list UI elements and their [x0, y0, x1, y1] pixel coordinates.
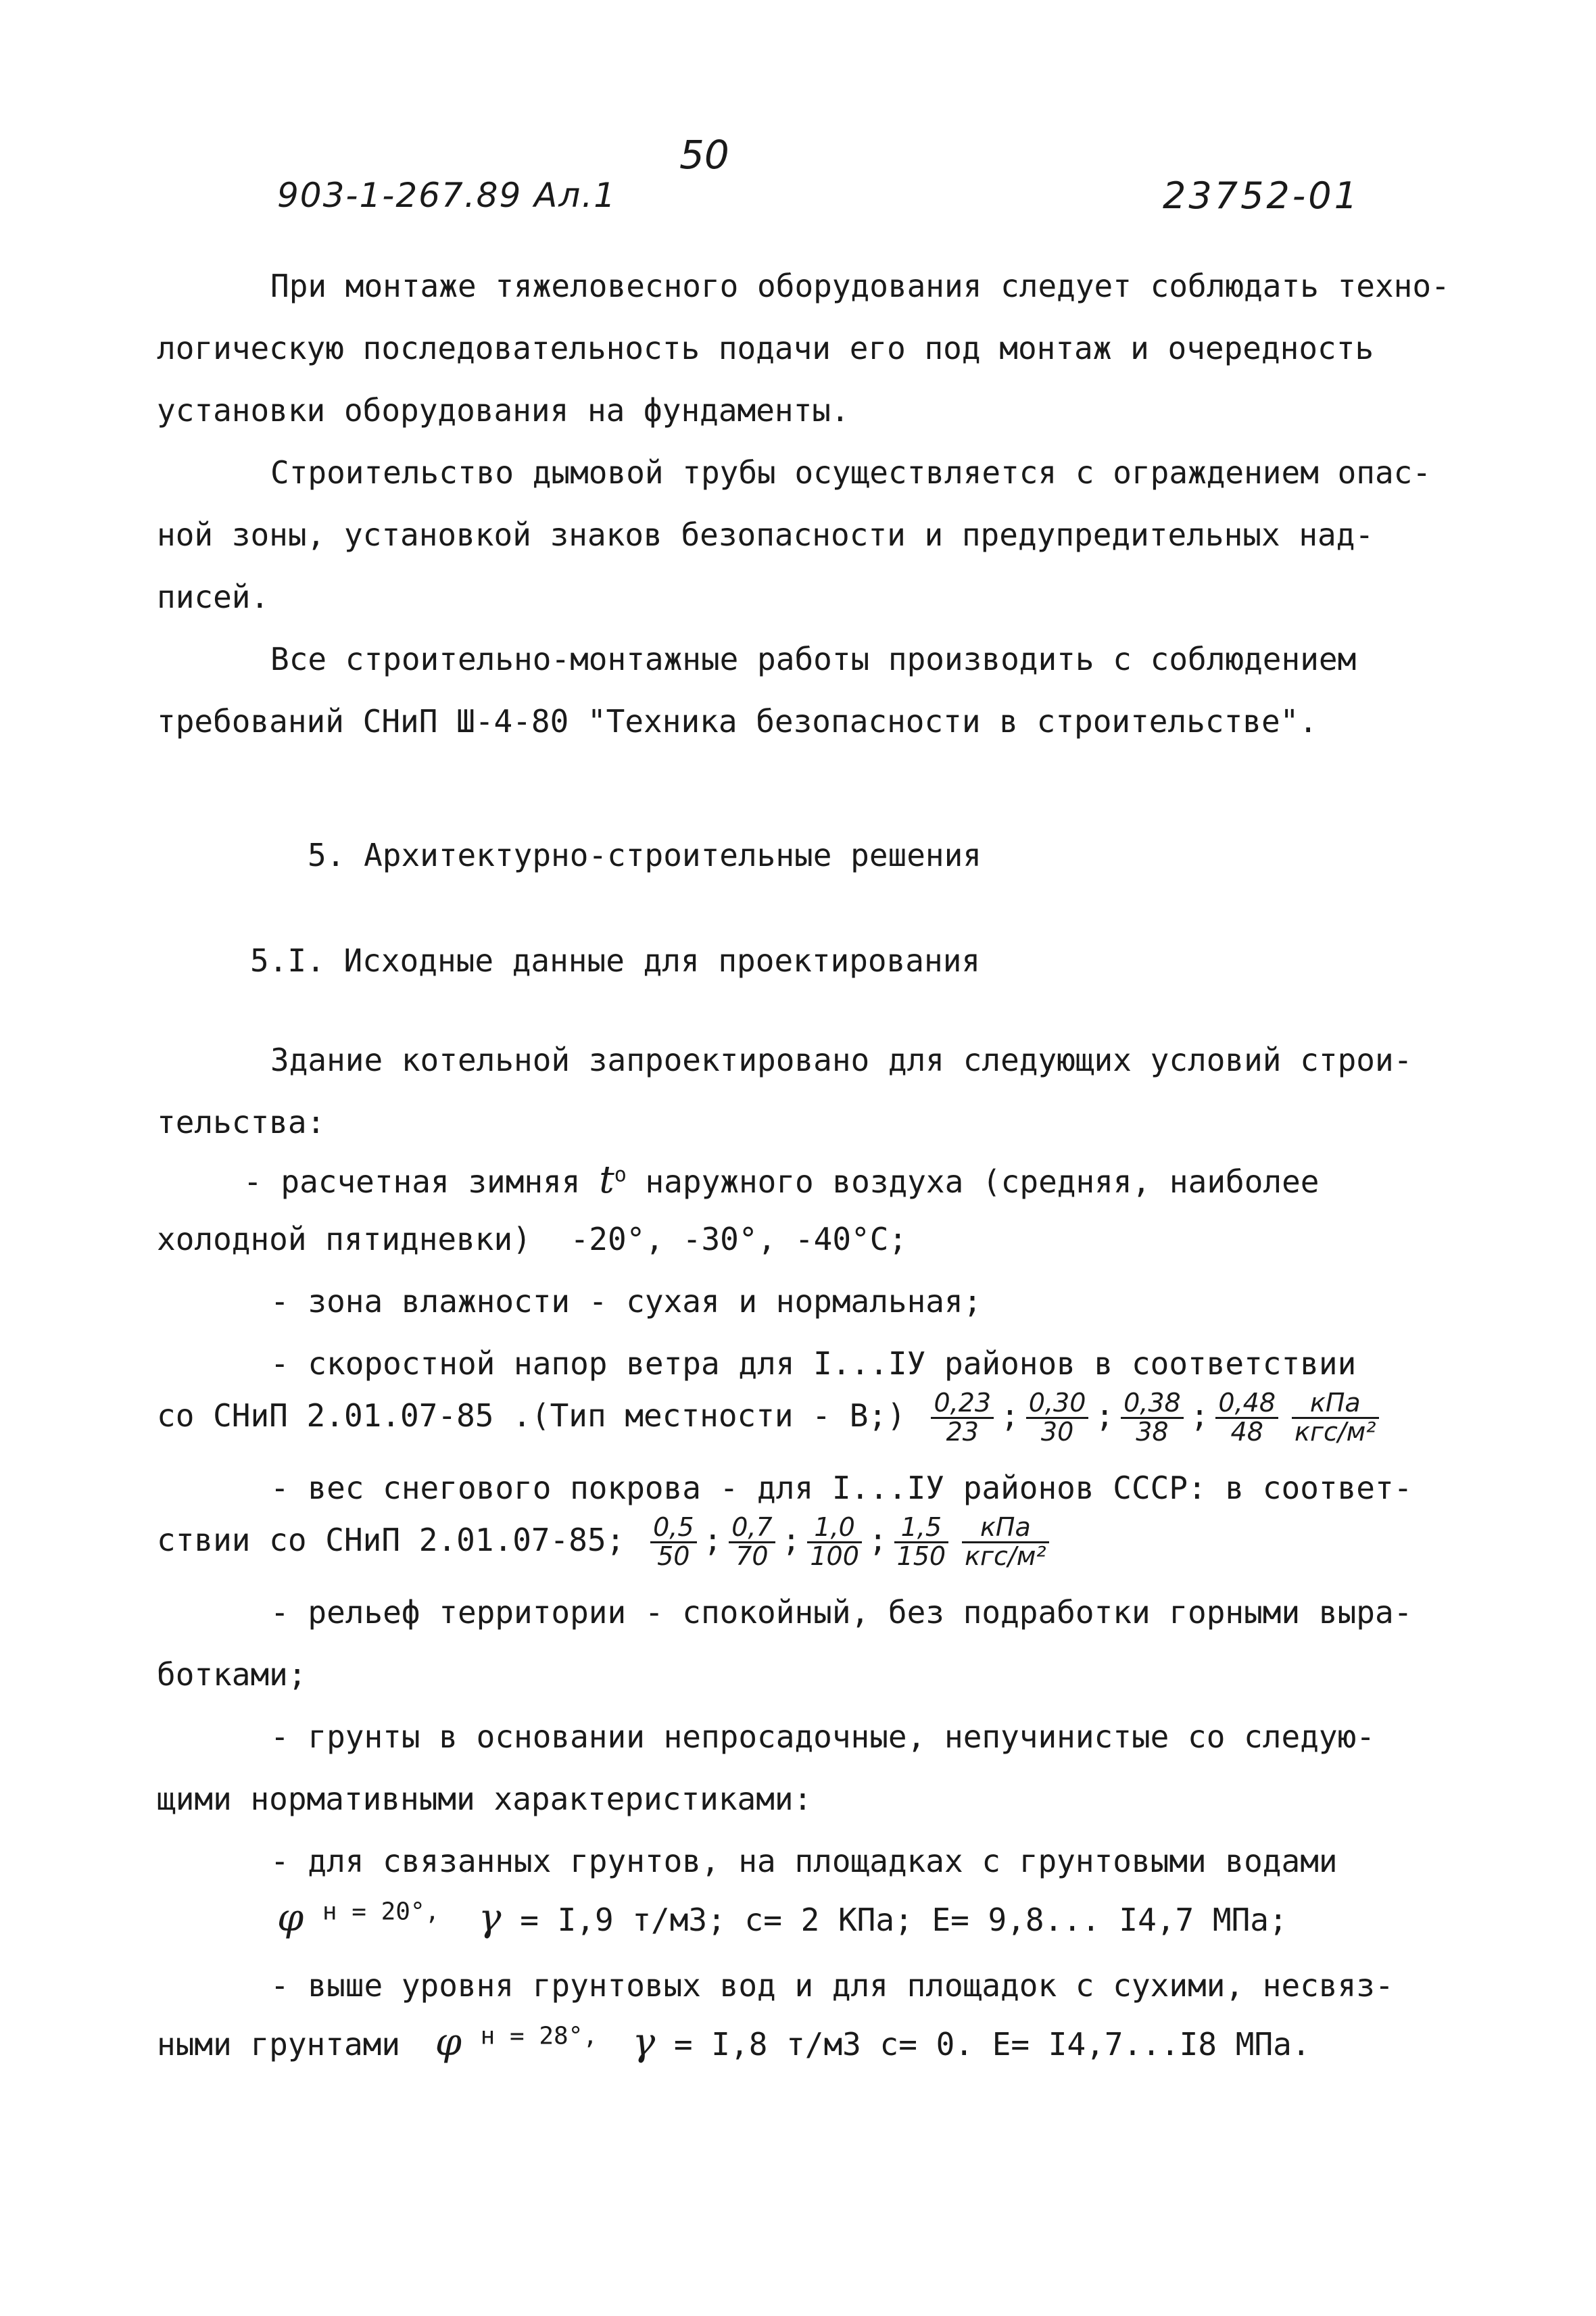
document-inventory-number: 23752-01 [1163, 174, 1360, 217]
page-number: 50 [679, 132, 729, 178]
wind-load-fractions [924, 1388, 1385, 1447]
list-item-continuation [157, 1221, 908, 1257]
fraction-denominator: кгс/м² [965, 1541, 1046, 1571]
fraction-denominator: 150 [896, 1541, 946, 1571]
document-code: 903-1-267.89 Ал.1 [277, 176, 617, 215]
list-item-continuation: ботками; [157, 1656, 307, 1693]
fraction-numerator: 0,30 [1026, 1390, 1089, 1419]
list-item-wind: - скоростной напор ветра для I...IУ районов в соответствии [270, 1345, 1357, 1382]
fraction-separator: ; [703, 1521, 723, 1558]
fraction-numerator: кПа [1292, 1390, 1379, 1419]
param-value: = I,9 т/м3; с= 2 КПа; Е= 9,8... I4,7 МПа; [520, 1902, 1288, 1938]
list-text: ствии со СНиП 2.01.07-85; [157, 1521, 625, 1558]
fraction [729, 1514, 775, 1570]
temperature-values: -20°, -30°, -40°С; [570, 1221, 908, 1257]
fraction [650, 1514, 696, 1570]
phi-symbol: φ [277, 1896, 304, 1940]
list-text: холодной пятидневки) [157, 1221, 531, 1257]
fraction-denominator: 23 [946, 1416, 979, 1447]
list-item-continuation [157, 1514, 1056, 1570]
list-item-continuation [157, 1390, 1386, 1446]
list-item-humidity: - зона влажности - сухая и нормальная; [270, 1283, 982, 1320]
list-item-continuation: щими нормативными характеристиками: [157, 1781, 813, 1817]
fraction-denominator: 100 [810, 1541, 859, 1571]
fraction-denominator: 70 [735, 1541, 769, 1571]
paragraph-line: Все строительно-монтажные работы производить с соблюдением [270, 641, 1357, 677]
paragraph-line: писей. [157, 579, 270, 615]
fraction-denominator: кгс/м² [1295, 1416, 1376, 1447]
subsection-heading: 5.I. Исходные данные для проектирования [250, 942, 981, 979]
fraction-separator: ; [868, 1521, 888, 1558]
phi-symbol: φ [435, 2021, 462, 2065]
fraction [807, 1514, 862, 1570]
fraction [894, 1514, 949, 1570]
list-item-snow: - вес снегового покрова - для I...IУ районов СССР: в соответ- [270, 1470, 1413, 1506]
paragraph-line: тельства: [157, 1104, 326, 1140]
fraction [1292, 1390, 1379, 1446]
list-item-dry-soils: - выше уровня грунтовых вод и для площадок с сухими, несвяз- [270, 1967, 1394, 2004]
fraction-numerator: 0,5 [650, 1514, 696, 1543]
list-item-relief: - рельеф территории - спокойный, без подработки горными выра- [270, 1594, 1413, 1631]
paragraph-line: установки оборудования на фундаменты. [157, 392, 850, 429]
gamma-symbol: γ [632, 2021, 656, 2065]
param-value: н = 28°, [480, 2022, 598, 2050]
fraction-numerator: 0,23 [931, 1390, 994, 1419]
list-text: со СНиП 2.01.07-85 .(Тип местности - В;) [157, 1397, 906, 1434]
list-item-bound-soils: - для связанных грунтов, на площадках с грунтовыми водами [270, 1843, 1338, 1879]
fraction-numerator: 0,7 [729, 1514, 775, 1543]
paragraph-line: требований СНиП Ш-4-80 "Техника безопасности в строительстве". [157, 703, 1318, 740]
gamma-symbol: γ [479, 1896, 502, 1940]
paragraph-line: логическую последовательность подачи его под монтаж и очередность [157, 330, 1374, 366]
list-item-soil: - грунты в основании непросадочные, непучинистые со следую- [270, 1718, 1375, 1755]
fraction-numerator: 0,48 [1215, 1390, 1278, 1419]
param-value: = I,8 т/м3 с= 0. Е= I4,7...I8 МПа. [673, 2026, 1311, 2062]
fraction-numerator: 1,5 [894, 1514, 949, 1543]
fraction-denominator: 30 [1040, 1416, 1074, 1447]
fraction-numerator: кПа [962, 1514, 1049, 1543]
fraction-denominator: 38 [1136, 1416, 1169, 1447]
snow-load-fractions [644, 1512, 1056, 1571]
fraction [931, 1390, 994, 1446]
fraction-separator: ; [1095, 1397, 1115, 1434]
fraction [1215, 1390, 1278, 1446]
fraction [1121, 1390, 1184, 1446]
list-item-temperature: - расчетная зимняя $t^o$ наружного воздуха (средняя, наиболее [243, 1158, 1320, 1202]
soil-parameters-dry [157, 2021, 1311, 2065]
paragraph-line: Здание котельной запроектировано для следующих условий строи- [270, 1042, 1413, 1078]
fraction-separator: ; [1190, 1397, 1209, 1434]
list-text: ными грунтами [157, 2026, 401, 2062]
fraction-separator: ; [781, 1521, 801, 1558]
list-text: наружного воздуха (средняя, наиболее [645, 1163, 1320, 1200]
list-text: - расчетная зимняя [243, 1163, 581, 1200]
param-value: н = 20°, [322, 1898, 440, 1926]
fraction-numerator: 0,38 [1121, 1390, 1184, 1419]
fraction-separator: ; [1000, 1397, 1019, 1434]
soil-parameters-bound [277, 1896, 1288, 1940]
paragraph-line: Строительство дымовой трубы осуществляется с ограждением опас- [270, 454, 1432, 491]
paragraph-line: При монтаже тяжеловесного оборудования следует соблюдать техно- [270, 268, 1450, 304]
fraction-denominator: 48 [1230, 1416, 1263, 1447]
section-heading: 5. Архитектурно-строительные решения [308, 837, 982, 873]
fraction [962, 1514, 1049, 1570]
fraction-denominator: 50 [657, 1541, 690, 1571]
paragraph-line: ной зоны, установкой знаков безопасности и предупредительных над- [157, 516, 1374, 553]
fraction-numerator: 1,0 [807, 1514, 862, 1543]
fraction [1026, 1390, 1089, 1446]
temperature-symbol: t [599, 1158, 614, 1202]
